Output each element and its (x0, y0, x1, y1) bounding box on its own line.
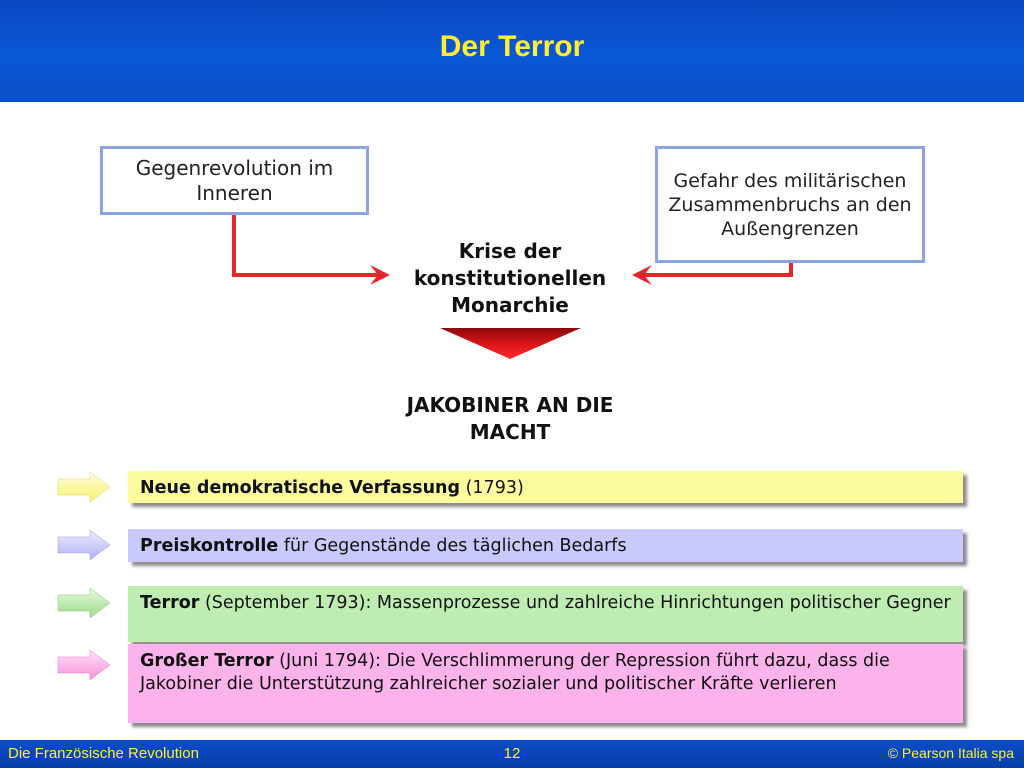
crisis-text: Krise der konstitutionellen Monarchie (413, 239, 607, 317)
down-triangle-arrow (440, 328, 581, 359)
counterrevolution-box (100, 146, 369, 215)
row-terror-bold: Terror (140, 593, 200, 613)
row-price-control-bold: Preiskontrolle (140, 536, 279, 556)
row-arrow-blue (58, 530, 110, 560)
left-connector-arrow (234, 214, 382, 275)
row-arrow-yellow (58, 472, 110, 502)
row-great-terror-bold: Großer Terror (140, 651, 274, 671)
footer-course-title: Die Französische Revolution (8, 745, 199, 762)
row-constitution-bold: Neue demokratische Verfassung (140, 478, 461, 498)
row-great-terror-rest: (Juni 1794): Die Verschlimmerung der Repression führt dazu, dass die Jakobiner die Unterstützung zahlreicher sozialer und politischer Kräfte verlieren (140, 651, 890, 694)
footer-page-number: 12 (503, 745, 521, 762)
row-price-control-rest: für Gegenstände des täglichen Bedarfs (278, 536, 627, 556)
military-danger-box (655, 146, 925, 263)
row-great-terror (128, 644, 963, 723)
row-constitution (128, 471, 963, 503)
military-danger-text: Gefahr des militärischen Zusammenbruchs an den Außengrenzen (668, 169, 912, 240)
slide-footer (0, 740, 1024, 768)
footer-copyright: © Pearson Italia spa (887, 745, 1014, 761)
row-price-control (128, 529, 963, 562)
row-arrow-green (58, 588, 110, 618)
right-connector-arrow (640, 262, 791, 275)
counterrevolution-text: Gegenrevolution im Inneren (135, 155, 334, 205)
row-constitution-rest: (1793) (460, 478, 524, 498)
row-terror-rest: (September 1793): Massenprozesse und zahlreiche Hinrichtungen politischer Gegner (199, 593, 951, 613)
jacobins-text: JAKOBINER AN DIE MACHT (406, 393, 614, 444)
row-terror (128, 586, 963, 642)
row-arrow-pink (58, 650, 110, 680)
slide-title: Der Terror (439, 30, 585, 63)
